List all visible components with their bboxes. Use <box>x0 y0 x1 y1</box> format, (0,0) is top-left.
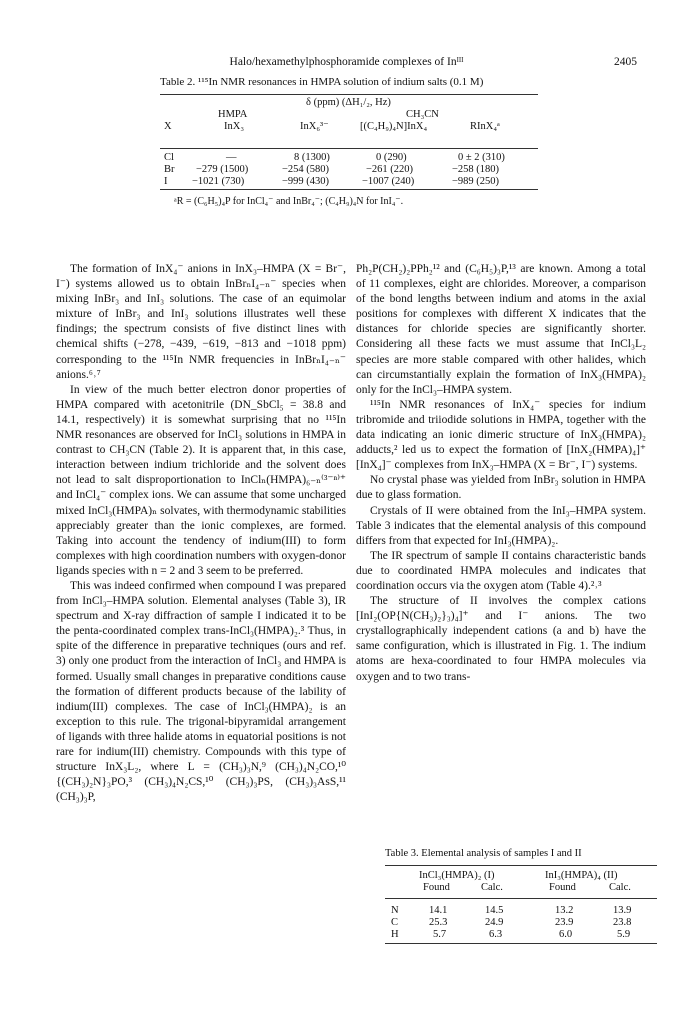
table-row <box>160 152 538 164</box>
paragraph: Crystals of II were obtained from the InI₃–HMPA system. Table 3 indicates that the elemental analysis of this compound differs from that expected for InI₃(HMPA)₂. <box>356 504 646 547</box>
table3-cell: 24.9 <box>485 917 504 928</box>
table2-cell: −1021 (730) <box>192 176 245 187</box>
table3 <box>385 865 657 944</box>
table-row <box>385 917 657 929</box>
table3-header <box>385 866 657 898</box>
table3-calc2: Calc. <box>609 882 631 893</box>
page-number: 2405 <box>614 56 637 68</box>
table2-col-nbu4: [(C₄H₉)₄N]InX₄ <box>360 121 428 132</box>
running-title: Halo/hexamethylphosphoramide complexes of Inᴵᴵᴵ <box>229 56 464 68</box>
table2-cell: −989 (250) <box>452 176 500 187</box>
table3-cell: 6.3 <box>489 929 503 940</box>
table2-delta-header: δ (ppm) (ΔH₁/₂, Hz) <box>306 97 391 108</box>
table3-calc1: Calc. <box>481 882 503 893</box>
table2-cell: −258 (180) <box>452 164 500 175</box>
paragraph: In view of the much better electron donor properties of HMPA compared with acetonitrile (DN_SbCl₅ = 38.8 and 14.1, respectively) it is somewhat surprising that no ¹¹⁵In NMR resonances are observed for InCl₃ solutions in HMPA in contrast to CH₃CN (Table 2). It is apparent that, in this case, interaction between indium trichloride and the solvent does not lead to salt disproportionation to InClₙ(HMPA)₆₋ₙ⁽³⁻ⁿ⁾⁺ and InCl₄⁻ complex ions. We can assume that some uncharged mixed InCl₃(HMPA)ₙ solvates, with thermodynamic stabilities appreciably greater than the ionic complexes, are formed. Taking into account the tendency of indium(III) to form complexes with high coordination numbers with oxygen-donor ligands species with n = 2 and 3 seem to be preferred. <box>56 383 347 577</box>
table3-cell: 5.7 <box>433 929 447 940</box>
table3-cell: C <box>391 917 399 928</box>
right-column <box>356 262 646 685</box>
table3-cell: 13.2 <box>555 905 574 916</box>
table2-cell: −999 (430) <box>282 176 330 187</box>
table2-caption: Table 2. ¹¹⁵In NMR resonances in HMPA solution of indium salts (0.1 M) <box>160 76 484 88</box>
table2-cell: — <box>226 152 237 163</box>
paragraph: The structure of II involves the complex cations [InI₂(OP{N(CH₃)₂}₃)₄]⁺ and I⁻ anions. The two crystallographically independent cations (a and b) have the same configuration, which is illustrated in Fig. 1. The indium atoms are hexa-coordinated to four HMPA molecules via oxygen and to two trans- <box>356 595 646 683</box>
paragraph: ¹¹⁵In NMR resonances of InX₄⁻ species for indium tribromide and triiodide solutions in HMPA, together with the data indicating an ionic dimeric structure of InX₃(HMPA)₂ adducts,² led us to expect the formation of [InX₂(HMPA)₄]⁺ [InX₄]⁻ complexes from InX₃–HMPA (X = Br⁻, I⁻) systems. <box>356 398 646 472</box>
table2-cell: −1007 (240) <box>362 176 415 187</box>
left-column <box>56 262 346 805</box>
table3-compound1: InCl₃(HMPA)₂ (I) <box>419 870 495 881</box>
table2-cell: Cl <box>164 152 174 163</box>
table2-cell: Br <box>164 164 175 175</box>
paragraph: The formation of InX₄⁻ anions in InX₃–HMPA (X = Br⁻, I⁻) systems allowed us to obtain InBrₙI₄₋ₙ⁻ species when mixing InBr₃ and InI₃ solutions. The case of an equimolar mixture of InBr₃ and InI₃ solutions illustrates well these findings; the spectrum consists of five distinct lines with chemical shifts (−278, −439, −619, −813 and −1018 ppm) corresponding to the ¹¹⁵In NMR frequencies in InBrₙI₄₋ₙ⁻ anions.⁶˒⁷ <box>56 263 346 381</box>
table2-hmpa-header: HMPA <box>218 109 248 120</box>
table3-cell: 14.1 <box>429 905 448 916</box>
table3-cell: H <box>391 929 399 940</box>
table3-cell: N <box>391 905 399 916</box>
table2-col-inx6: InX₆³⁻ <box>300 121 329 132</box>
table-row <box>385 905 657 917</box>
table2-cell: −261 (220) <box>366 164 414 175</box>
table2-cell: −254 (580) <box>282 164 330 175</box>
table3-bottom-rule <box>385 943 657 944</box>
table-row <box>160 164 538 176</box>
table3-compound2: InI₃(HMPA)₄ (II) <box>545 870 618 881</box>
table3-cell: 23.8 <box>613 917 632 928</box>
paragraph: This was indeed confirmed when compound I was prepared from InCl₃–HMPA solution. Elemental analyses (Table 3), IR spectrum and X-ray diffraction of sample I indicated it to be the penta-coordinated complex trans-InCl₃(HMPA)₂.³ Thus, in spite of the difference in preparative techniques (ours and ref. 3) only one product from the interaction of InCl₃ and HMPA is formed. Usually small changes in preparative conditions cause the formation of different products because of the lability of indium(III) complexes. The case of InCl₃(HMPA)₂ is an exception to this rule. The trigonal-bipyramidal arrangement of ligands with three halide atoms in equatorial positions is not rare for indium(III) chemistry. Compounds with this type of structure InX₃L₂, where L = (CH₃)₃N,⁹ (CH₃)₄N₂CO,¹⁰ {(CH₃)₂N}₃PO,³ (CH₃)₄N₂CS,¹⁰ (CH₃)₃PS, (CH₃)₃AsS,¹¹ (CH₃)₃P, <box>56 579 346 804</box>
table-row <box>385 929 657 941</box>
table2-bottom-rule <box>160 189 538 190</box>
table2-cell: −279 (1500) <box>196 164 249 175</box>
table2-ch3cn-header: CH₃CN <box>406 109 439 120</box>
table-row <box>160 176 538 188</box>
table2-footnote: ᵃR = (C₆H₅)₄P for InCl₄⁻ and InBr₄⁻; (C₄H₉)₄N for InI₄⁻. <box>174 196 404 207</box>
table3-cell: 23.9 <box>555 917 574 928</box>
table2 <box>160 94 538 208</box>
table3-body <box>385 899 657 943</box>
table2-cell: I <box>164 176 168 187</box>
table3-cell: 6.0 <box>559 929 573 940</box>
table2-cell: 0 ± 2 (310) <box>458 152 505 163</box>
table2-col-inx3: InX₃ <box>224 121 244 132</box>
paragraph: The IR spectrum of sample II contains characteristic bands due to coordinated HMPA molecules and indicates that coordination occurs via the oxygen atom (Table 4).²˒³ <box>356 549 646 592</box>
table3-found1: Found <box>423 882 450 893</box>
table3-cell: 14.5 <box>485 905 504 916</box>
table2-body <box>160 149 538 189</box>
table2-col-x: X <box>164 121 172 132</box>
table3-cell: 13.9 <box>613 905 632 916</box>
paragraph: No crystal phase was yielded from InBr₃ solution in HMPA due to glass formation. <box>356 474 646 502</box>
table3-caption: Table 3. Elemental analysis of samples I and II <box>385 848 582 859</box>
table3-cell: 5.9 <box>617 929 631 940</box>
table3-cell: 25.3 <box>429 917 448 928</box>
table2-col-rinx4: RInX₄ᵃ <box>470 121 500 132</box>
running-header <box>0 56 693 74</box>
table2-cell: 0 (290) <box>376 152 407 163</box>
paragraph: Ph₂P(CH₂)₂PPh₂¹² and (C₆H₅)₃P,¹³ are known. Among a total of 11 complexes, eight are chlorides. Moreover, a comparison of the bond lengths between indium and atoms in the axial positions for complexes with different X indicates that the distances for chloride species are significantly shorter. Considering all these facts we must assume that InCl₃L₂ species are more stable compared with other halides, which can circumstantially explain the formation of InX₃(HMPA)₂ only for the InCl₃–HMPA system. <box>356 263 646 396</box>
table2-cell: 8 (1300) <box>294 152 330 163</box>
table2-header <box>160 95 538 148</box>
table3-found2: Found <box>549 882 576 893</box>
